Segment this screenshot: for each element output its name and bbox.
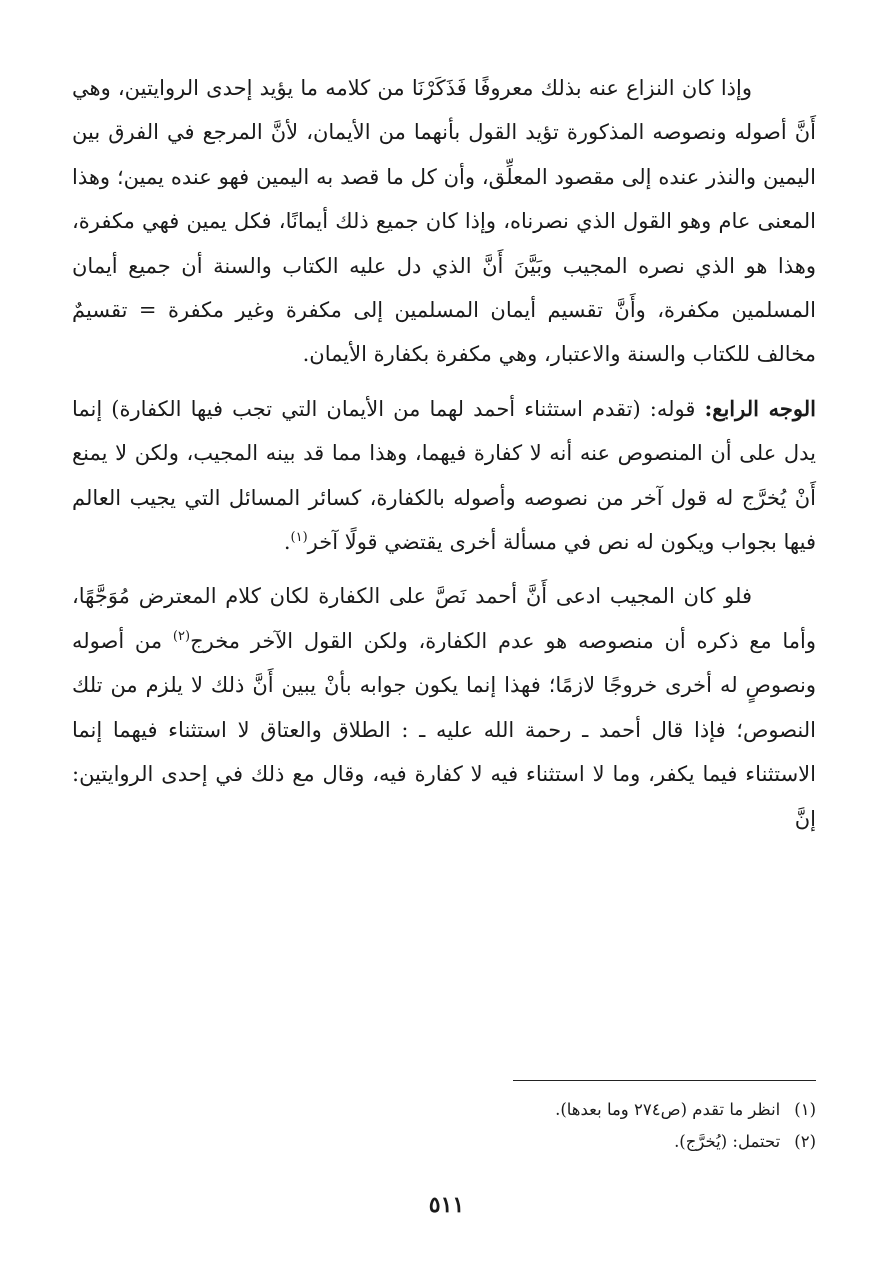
footnote-text: انظر ما تقدم (ص٢٧٤ وما بعدها).: [555, 1100, 781, 1119]
paragraph-3-text-b: من أصوله ونصوصٍ له أخرى خروجًا لازمًا؛ فهذا إنما يكون جوابه بأنْ يبين أَنَّ ذلك لا يلزم من تلك النصوص؛ فإذا قال أحمد ـ رحمة الله عليه ـ : الطلاق والعتاق لا استثناء فيهما إنما الاستثناء فيما يكفر، وما لا استثناء فيه لا كفارة فيه، وقال مع ذلك في إحدى الروايتين: إنَّ: [72, 628, 816, 831]
footnote-1: [72, 1094, 816, 1126]
paragraph-2-text: قوله: (تقدم استثناء أحمد لهما من الأيمان التي تجب فيها الكفارة) إنما يدل على أن المنصوص عنه أنه لا كفارة فيهما، وهذا مما قد بينه المجيب، ولكن لا يمنع أَنْ يُخرَّج له قول آخر من نصوصه وأصوله بالكفارة، كسائر المسائل التي يجيب العالم فيها بجواب ويكون له نص في مسألة أخرى يقتضي قولًا آخر: [72, 396, 817, 555]
main-text: [72, 66, 816, 841]
paragraph-2: [72, 387, 816, 565]
page-number: ٥١١: [428, 1192, 465, 1218]
paragraph-3: [72, 574, 816, 840]
section-heading-inline: الوجه الرابع:: [704, 395, 816, 421]
footnote-text: تحتمل: (يُخرَّج).: [674, 1132, 781, 1151]
footnote-ref-2[interactable]: (٢): [172, 628, 191, 644]
paragraph-2-end: .: [283, 530, 291, 555]
footnote-number: (٢): [794, 1132, 816, 1151]
footnote-ref-1[interactable]: (١): [290, 530, 308, 546]
footnote-number: (١): [794, 1100, 816, 1119]
paragraph-1: وإذا كان النزاع عنه بذلك معروفًا فَذَكَرْنَا من كلامه ما يؤيد إحدى الروايتين، وهي أَنَّ أصوله ونصوصه المذكورة تؤيد القول بأنهما من الأيمان، لأنَّ المرجع في الفرق بين اليمين والنذر عنده إلى مقصود المعلِّق، وأن كل ما قصد به اليمين فهو عنده يمين؛ وهذا المعنى عام وهو القول الذي نصرناه، وإذا كان جميع ذلك أيمانًا، فكل يمين فهي مكفرة، وهذا هو الذي نصره المجيب وبَيَّنَ أَنَّ الذي دل عليه الكتاب والسنة أن جميع أيمان المسلمين مكفرة، وأَنَّ تقسيم أيمان المسلمين إلى مكفرة وغير مكفرة = تقسيمٌ مخالف للكتاب والسنة والاعتبار، وهي مكفرة بكفارة الأيمان.: [72, 76, 816, 367]
footnote-separator: [513, 1080, 816, 1081]
footnotes: [72, 1094, 816, 1158]
footnote-2: [72, 1126, 816, 1158]
paragraph-3-text-a: فلو كان المجيب ادعى أَنَّ أحمد نَصَّ على الكفارة لكان كلام المعترض مُوَجَّهًا، وأما مع ذكره أن منصوصه هو عدم الكفارة، ولكن القول الآخر مخرج: [72, 584, 816, 653]
